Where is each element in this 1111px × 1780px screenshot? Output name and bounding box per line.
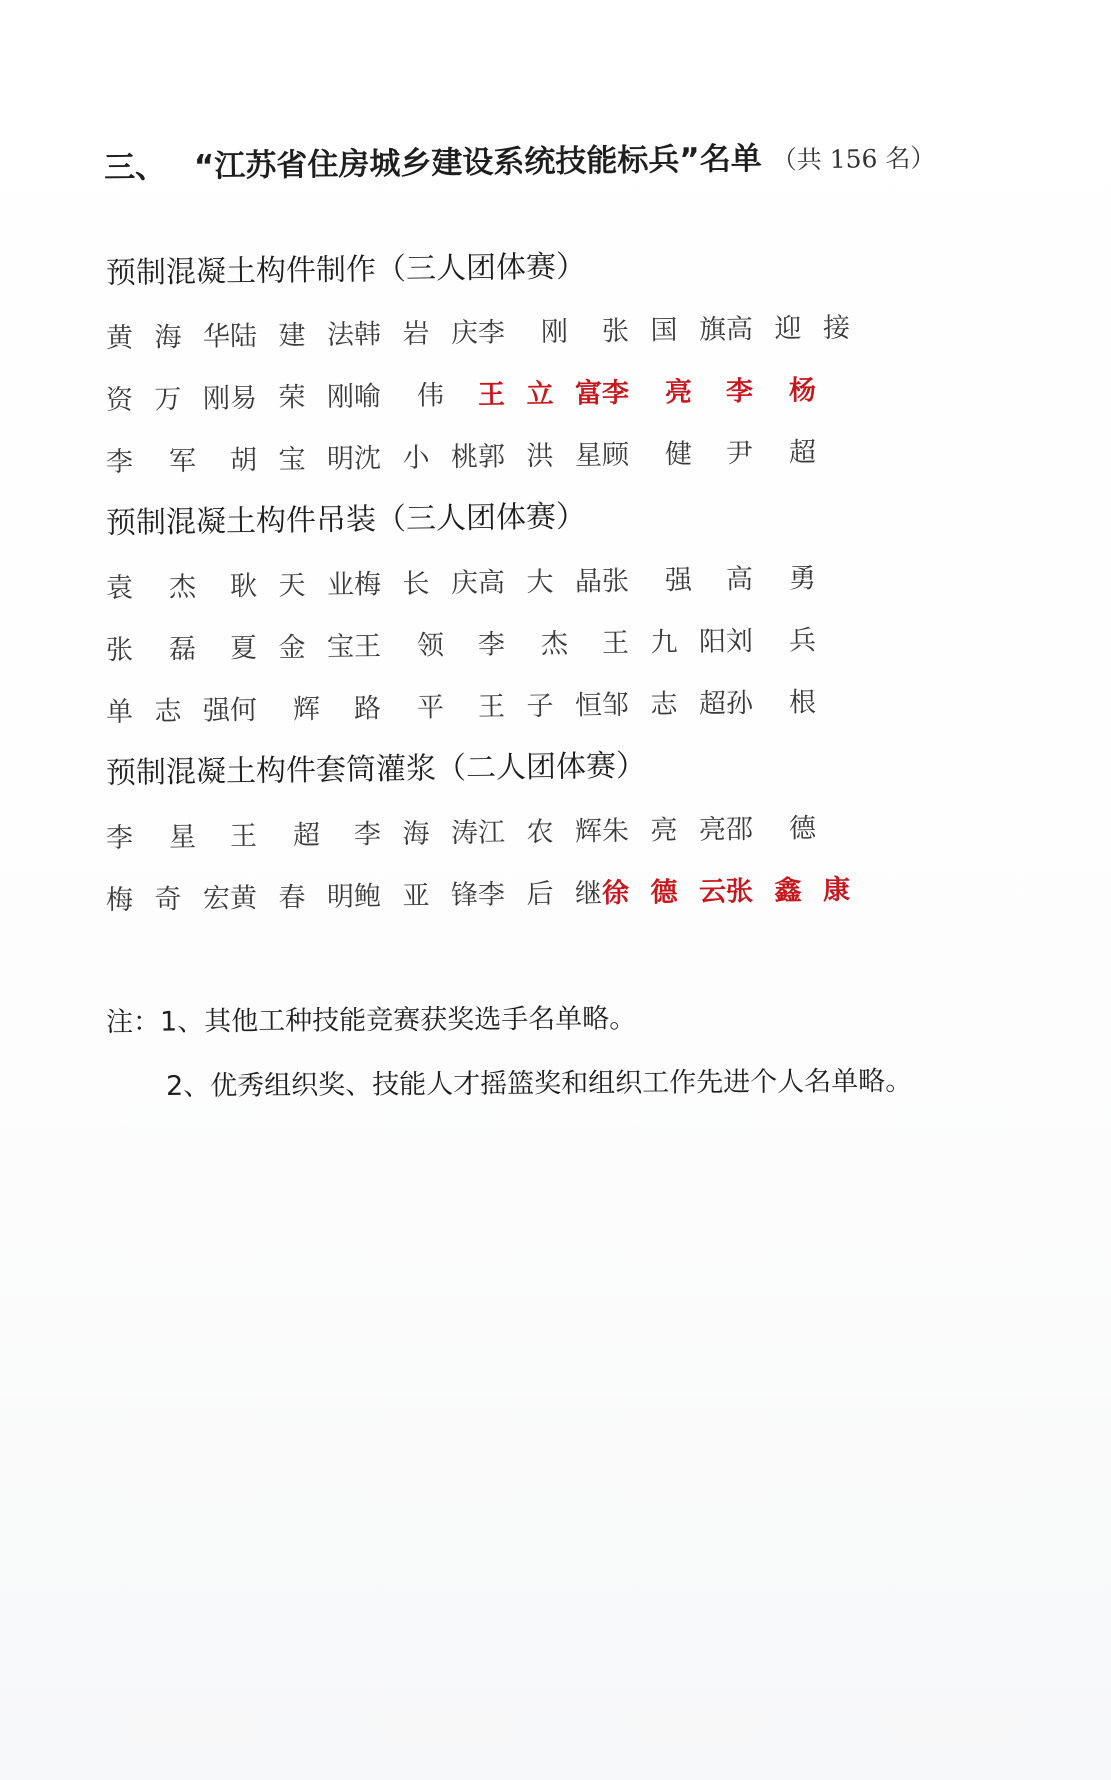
person-name: 李 星 <box>105 821 197 854</box>
heading-title: “江苏省住房城乡建设系统技能标兵”名单 <box>193 140 762 185</box>
person-name: 王 领 <box>353 630 445 663</box>
section-title: 预制混凝土构件制作（三人团体赛） <box>105 249 587 291</box>
note-line-2: 2、优秀组织奖、技能人才摇篮奖和组织工作先进个人名单略。 <box>165 1065 913 1102</box>
person-name: 江 农 辉 <box>477 816 603 849</box>
person-name: 刘 兵 <box>725 625 817 658</box>
section-title: 预制混凝土构件套筒灌浆（二人团体赛） <box>105 748 647 791</box>
person-name: 李 亮 <box>601 376 693 410</box>
person-name: 李 后 继 <box>477 878 603 911</box>
name-row <box>106 680 850 729</box>
name-row <box>106 368 850 417</box>
person-name: 资 万 刚 <box>105 383 231 416</box>
person-name: 王 九 阳 <box>601 626 727 660</box>
person-name: 张 国 旗 <box>601 314 727 348</box>
person-name: 沈 小 桃 <box>353 441 479 475</box>
person-name: 高 迎 接 <box>725 312 851 346</box>
person-name: 顾 健 <box>601 438 693 472</box>
person-name: 黄 春 明 <box>229 881 355 915</box>
section-title: 预制混凝土构件吊装（三人团体赛） <box>105 499 587 541</box>
person-name: 鲍 亚 锋 <box>353 879 479 913</box>
heading-count: （共 156 名） <box>771 143 936 175</box>
person-name: 何 辉 <box>229 694 321 727</box>
person-name: 胡 宝 明 <box>229 443 355 477</box>
person-name: 徐 德 云 <box>601 876 727 910</box>
heading-number: 三、 <box>103 149 167 186</box>
person-name: 陆 建 法 <box>229 319 355 353</box>
name-row <box>106 556 850 605</box>
person-name: 王 立 富 <box>477 378 603 411</box>
person-name: 高 勇 <box>725 563 817 596</box>
person-name: 郭 洪 星 <box>477 440 603 473</box>
person-name: 韩 岩 庆 <box>353 317 479 351</box>
person-name: 张 鑫 康 <box>725 874 851 908</box>
person-name: 李 杰 <box>477 628 569 661</box>
name-row <box>106 430 850 479</box>
person-name: 李 军 <box>105 445 197 478</box>
person-name: 张 磊 <box>105 633 197 666</box>
person-name: 路 平 <box>353 692 445 725</box>
person-name: 耿 天 业 <box>229 569 355 603</box>
person-name: 尹 超 <box>725 437 817 470</box>
name-row <box>106 618 850 667</box>
person-name: 邵 德 <box>725 813 817 846</box>
note-line-1: 注：1、其他工种技能竞赛获奖选手名单略。 <box>105 1003 637 1038</box>
person-name: 孙 根 <box>725 687 817 720</box>
name-row <box>106 806 850 855</box>
name-row <box>106 868 850 917</box>
person-name: 喻 伟 <box>353 380 445 413</box>
person-name: 李 海 涛 <box>353 817 479 851</box>
name-row <box>106 306 850 355</box>
person-name: 王 子 恒 <box>477 690 603 723</box>
person-name: 朱 亮 亮 <box>601 814 727 848</box>
person-name: 梅 长 庆 <box>353 567 479 601</box>
person-name: 高 大 晶 <box>477 566 603 599</box>
person-name: 袁 杰 <box>105 571 197 604</box>
person-name: 黄 海 华 <box>105 321 231 354</box>
person-name: 夏 金 宝 <box>229 631 355 665</box>
person-name: 邹 志 超 <box>601 688 727 722</box>
person-name: 梅 奇 宏 <box>105 883 231 916</box>
person-name: 李 刚 <box>477 316 569 349</box>
person-name: 易 荣 刚 <box>229 381 355 415</box>
list-heading <box>104 129 1065 187</box>
person-name: 李 杨 <box>725 375 817 408</box>
person-name: 王 超 <box>229 820 321 853</box>
person-name: 单 志 强 <box>105 695 231 728</box>
person-name: 张 强 <box>601 564 693 598</box>
